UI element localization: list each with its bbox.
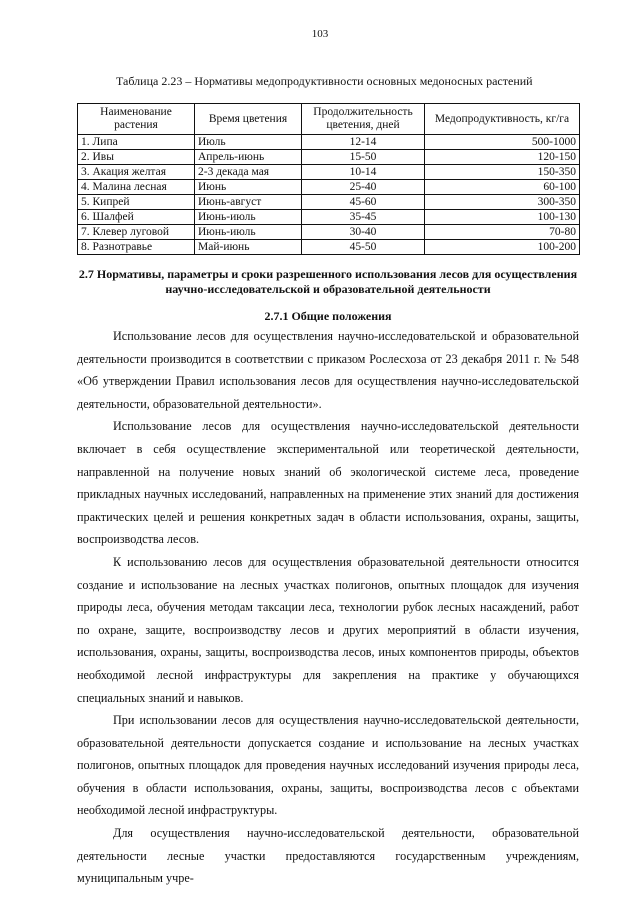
cell-honey-yield: 300-350: [425, 195, 580, 210]
cell-bloom-time: Июнь: [195, 180, 302, 195]
cell-honey-yield: 70-80: [425, 225, 580, 240]
cell-honey-yield: 100-130: [425, 210, 580, 225]
column-header-bloom-time: Время цветения: [195, 104, 302, 135]
paragraph: Использование лесов для осуществления научно-исследовательской и образовательной деятельности производится в соответствии с приказом Рослесхоза от 23 декабря 2011 г. № 548 «Об утверждении Правил использования лесов для осуществления научно-исследовательской деятельности, образовательной деятельности».: [77, 329, 579, 411]
cell-honey-yield: 500-1000: [425, 135, 580, 150]
cell-plant: 8. Разнотравье: [78, 240, 195, 255]
cell-plant: 3. Акация желтая: [78, 165, 195, 180]
column-header-bloom-duration: Продолжительность цветения, дней: [302, 104, 425, 135]
table-header-row: [78, 104, 580, 135]
cell-bloom-duration: 25-40: [302, 180, 425, 195]
cell-bloom-duration: 30-40: [302, 225, 425, 240]
cell-bloom-time: Июль: [195, 135, 302, 150]
cell-plant: 7. Клевер луговой: [78, 225, 195, 240]
cell-bloom-time: Июнь-август: [195, 195, 302, 210]
paragraph: Использование лесов для осуществления научно-исследовательской деятельности включает в себя осуществление экспериментальной или теоретической деятельности, направленной на получение новых знаний об экологической системе леса, проведение прикладных научных исследований, направленных на применение этих знаний для достижения практических целей и решения конкретных задач в области использования, охраны, защиты, воспроизводства лесов.: [77, 419, 579, 547]
cell-bloom-duration: 45-60: [302, 195, 425, 210]
table-row: [78, 135, 580, 150]
cell-honey-yield: 150-350: [425, 165, 580, 180]
cell-bloom-duration: 35-45: [302, 210, 425, 225]
cell-bloom-time: 2-3 декада мая: [195, 165, 302, 180]
cell-plant: 2. Ивы: [78, 150, 195, 165]
cell-bloom-time: Июнь-июль: [195, 210, 302, 225]
table-row: [78, 240, 580, 255]
table-caption: Таблица 2.23 – Нормативы медопродуктивности основных медоносных растений: [116, 74, 533, 88]
cell-plant: 5. Кипрей: [78, 195, 195, 210]
paragraph: При использовании лесов для осуществления научно-исследовательской деятельности, образовательной деятельности допускается создание и использование на лесных участках полигонов, опытных площадок для проведения научных исследований изучения природы леса, обучения в области использования, охраны, защиты, воспроизводства лесов с объектами необходимой лесной инфраструктуры.: [77, 713, 579, 818]
cell-bloom-time: Июнь-июль: [195, 225, 302, 240]
cell-plant: 1. Липа: [78, 135, 195, 150]
table-row: [78, 165, 580, 180]
paragraph: К использованию лесов для осуществления образовательной деятельности относится создание и использование на лесных участках полигонов, опытных площадок для изучения природы леса, обучения методам таксации леса, технологии рубок лесных насаждений, работ по охране, защите, воспроизводству лесов и других мероприятий в области изучения, использования, охраны, защиты, воспроизводства лесов, иных компонентов природы, объектов необходимой лесной инфраструктуры для закрепления на практике у обучающихся специальных знаний и навыков.: [77, 554, 579, 705]
cell-honey-yield: 120-150: [425, 150, 580, 165]
cell-honey-yield: 60-100: [425, 180, 580, 195]
cell-plant: 6. Шалфей: [78, 210, 195, 225]
cell-bloom-duration: 10-14: [302, 165, 425, 180]
cell-plant: 4. Малина лесная: [78, 180, 195, 195]
table-row: [78, 210, 580, 225]
page-number: 103: [311, 28, 329, 40]
cell-honey-yield: 100-200: [425, 240, 580, 255]
honey-productivity-table: [77, 103, 580, 255]
cell-bloom-duration: 45-50: [302, 240, 425, 255]
cell-bloom-time: Апрель-июнь: [195, 150, 302, 165]
table-row: [78, 180, 580, 195]
cell-bloom-duration: 15-50: [302, 150, 425, 165]
subsection-heading: 2.7.1 Общие положения: [264, 309, 392, 323]
table-row: [78, 225, 580, 240]
paragraph: Для осуществления научно-исследовательской деятельности, образовательной деятельности лесные участки предоставляются государственным учреждениям, муниципальным учре-: [77, 826, 579, 886]
table-row: [78, 195, 580, 210]
body-text: [77, 325, 579, 890]
column-header-plant: Наименование растения: [78, 104, 195, 135]
section-heading: 2.7 Нормативы, параметры и сроки разрешенного использования лесов для осуществления научно-исследовательской и образовательной деятельности: [78, 267, 578, 296]
table-row: [78, 150, 580, 165]
column-header-honey-yield: Медопродуктивность, кг/га: [425, 104, 580, 135]
cell-bloom-duration: 12-14: [302, 135, 425, 150]
cell-bloom-time: Май-июнь: [195, 240, 302, 255]
